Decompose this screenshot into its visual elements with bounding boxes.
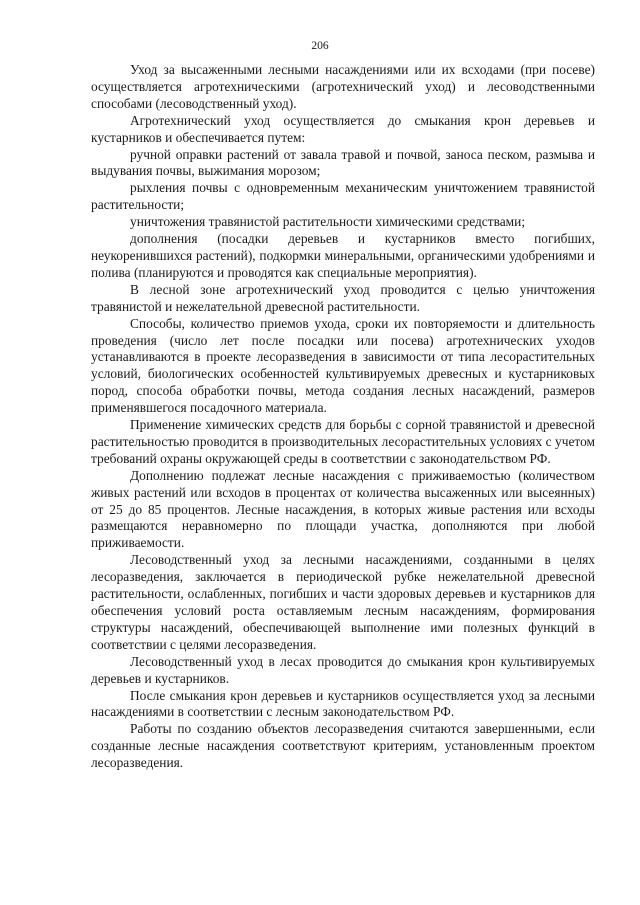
paragraph: После смыкания крон деревьев и кустарников осуществляется уход за лесными насаждениями в соответствии с лесным законодательством РФ.	[91, 687, 595, 720]
paragraph: Дополнению подлежат лесные насаждения с приживаемостью (количеством живых растений или всходов в процентах от количества высаженных или высеянных) от 25 до 85 процентов. Лесные насаждения, в которых живые растения или всходы размещаются неравномерно по площади участка, дополняются при любой приживаемости.	[91, 467, 595, 551]
paragraph: В лесной зоне агротехнический уход проводится с целью уничтожения травянистой и нежелательной древесной растительности.	[91, 281, 595, 314]
list-item: ручной оправки растений от завала травой и почвой, заноса песком, размыва и выдувания почвы, выжимания морозом;	[91, 146, 595, 179]
paragraph: Лесоводственный уход за лесными насаждениями, созданными в целях лесоразведения, заключается в периодической рубке нежелательной древесной растительности, ослабленных, погибших и части здоровых деревьев и кустарников для обеспечения условий роста оставляемым лесным насаждениям, формирования структуры насаждений, обеспечивающей выполнение ими полезных функций в соответствии с целями лесоразведения.	[91, 552, 595, 652]
paragraph: Лесоводственный уход в лесах проводится до смыкания крон культивируемых деревьев и кустарников.	[91, 653, 595, 686]
paragraph: Работы по созданию объектов лесоразведения считаются завершенными, если созданные лесные насаждения соответствуют критериям, установленным проектом лесоразведения.	[91, 721, 595, 771]
paragraph: Применение химических средств для борьбы с сорной травянистой и древесной растительностью проводится в производительных лесорастительных условиях с учетом требований охраны окружающей среды в соответствии с законодательством РФ.	[91, 417, 595, 466]
list-item: рыхления почвы с одновременным механическим уничтожением травянистой растительности;	[91, 180, 595, 213]
paragraph: Уход за высаженными лесными насаждениями или их всходами (при посеве) осуществляется агротехническими (агротехнический уход) и лесоводственными способами (лесоводственный уход).	[91, 62, 595, 111]
document-body	[91, 62, 595, 772]
list-item: уничтожения травянистой растительности химическими средствами;	[130, 214, 526, 230]
list-item: дополнения (посадки деревьев и кустарников вместо погибших, неукоренившихся растений), подкормки минеральными, органическими удобрениями и полива (планируются и проводятся как специальные мероприятия).	[91, 231, 595, 280]
paragraph: Способы, количество приемов ухода, сроки их повторяемости и длительность проведения (число лет после посадки или посева) агротехнических уходов устанавливаются в проекте лесоразведения в зависимости от типа лесорастительных условий, биологических особенностей культивируемых древесных и кустарниковых пород, способа обработки почвы, метода создания лесных насаждений, размеров применявшегося посадочного материала.	[91, 315, 595, 416]
page-number: 206	[311, 40, 329, 52]
paragraph: Агротехнический уход осуществляется до смыкания крон деревьев и кустарников и обеспечивается путем:	[91, 112, 595, 145]
